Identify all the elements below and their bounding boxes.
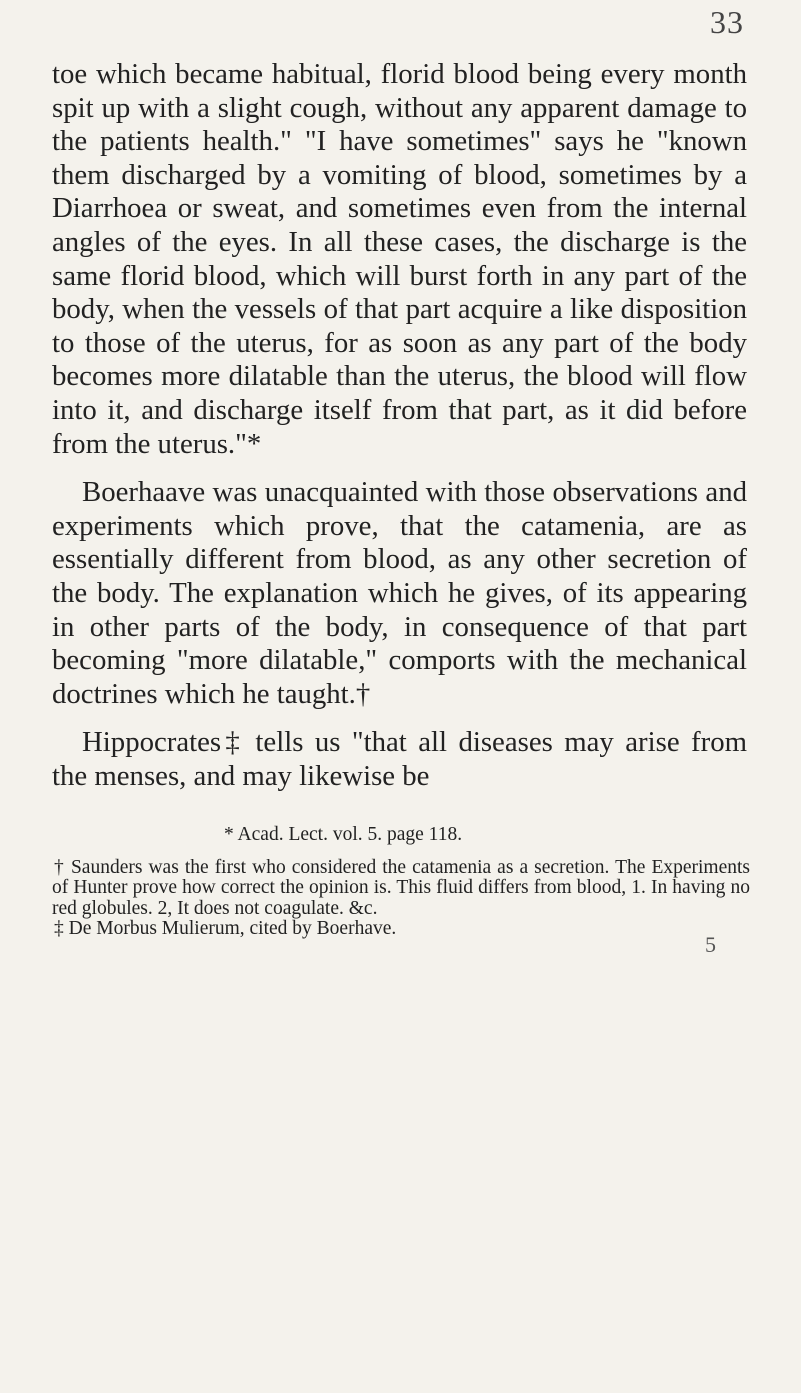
footnote-star: * Acad. Lect. vol. 5. page 118. xyxy=(224,824,463,845)
body-text xyxy=(52,58,747,793)
footnote-double-dagger: ‡ De Morbus Mulierum, cited by Boerhave. xyxy=(54,918,397,939)
footnote-dagger: † Saunders was the first who considered the catamenia as a secretion. The Experiments of Hunter prove how correct the opinion is. This fluid differs from blood, 1. In having no red globules. 2, It does not coagulate. &c. xyxy=(52,856,750,919)
page-number: 33 xyxy=(710,4,744,40)
footnotes xyxy=(52,825,750,940)
signature-mark: 5 xyxy=(705,932,716,957)
paragraph-1: toe which became habitual, florid blood being every month spit up with a slight cough, without any apparent damage to the patients health." "I have sometimes" says he "known them discharged by a vomiting of blood, sometimes by a Diarrhoea or sweat, and sometimes even from the internal angles of the eyes. In all these cases, the discharge is the same florid blood, which will burst forth in any part of the body, when the vessels of that part acquire a like disposition to those of the uterus, for as soon as any part of the body becomes more dilatable than the uterus, the blood will flow into it, and discharge itself from that part, as it did before from the uterus."* xyxy=(52,58,747,460)
paragraph-3: Hippocrates‡ tells us "that all diseases may arise from the menses, and may likewise be xyxy=(52,726,747,792)
paragraph-2: Boerhaave was unacquainted with those observations and experiments which prove, that the catamenia, are as essentially different from blood, as any other secretion of the body. The explanation which he gives, of its appearing in other parts of the body, in consequence of that part becoming "more dilatable," comports with the mechanical doctrines which he taught.† xyxy=(52,476,747,710)
